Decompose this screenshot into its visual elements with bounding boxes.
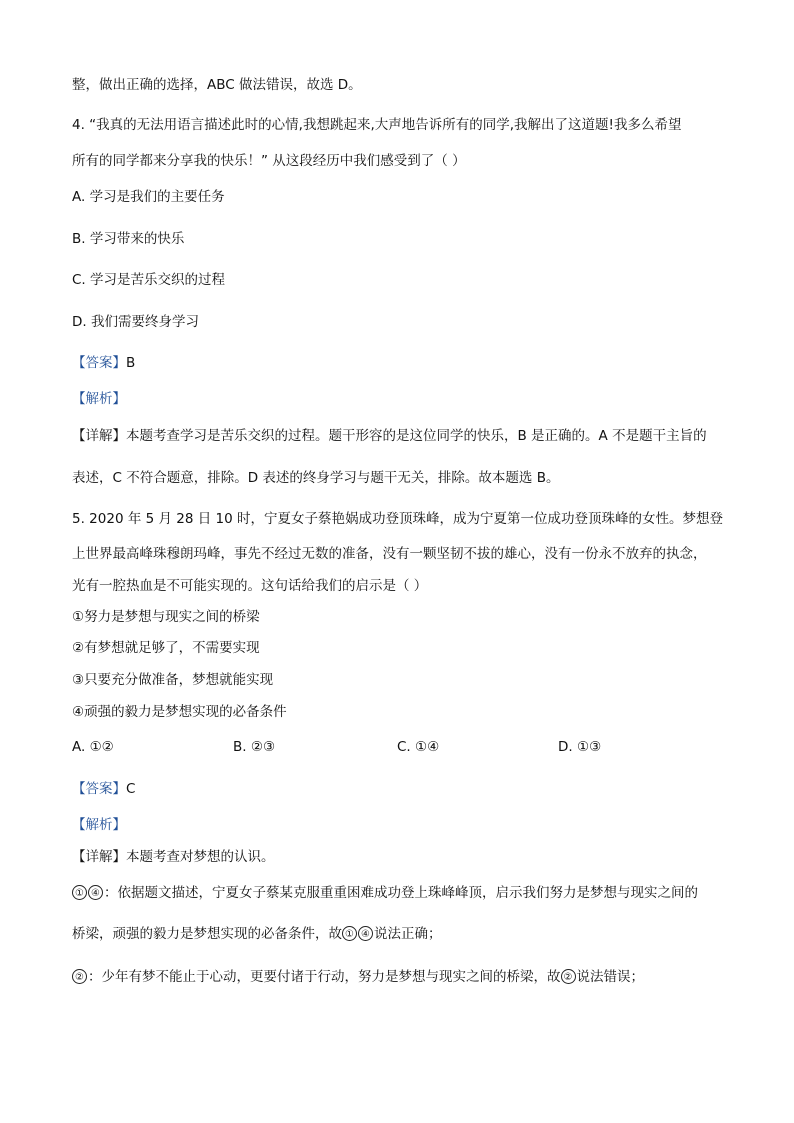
analysis-tag: 【解析】 [72,817,126,833]
circled-mark-4: ④ [358,926,373,941]
q5-statement-1: ①努力是梦想与现实之间的桥梁 [72,609,260,625]
circled-mark-1: ① [342,926,357,941]
q5-statement-4: ④顽强的毅力是梦想实现的必备条件 [72,704,287,720]
q5-point-2 [72,968,734,986]
q5-stem-line1: 5. 2020 年 5 月 28 日 10 时，宁夏女子蔡艳娲成功登顶珠峰，成为宁夏第一位成功登顶珠峰的女性。梦想登 [72,511,724,527]
point-text-post: 说法正确； [374,926,442,942]
circled-mark-2: ② [561,969,576,984]
circled-mark-1: ① [72,885,87,900]
q5-point-1-4-line1 [72,884,734,902]
q4-option-d: D. 我们需要终身学习 [72,314,199,330]
answer-tag: 【答案】 [72,355,126,371]
q4-option-a: A. 学习是我们的主要任务 [72,189,225,205]
q5-stem-line2: 上世界最高峰珠穆朗玛峰，事先不经过无数的准备，没有一颗坚韧不拔的雄心，没有一份永不放弃的执念， [72,546,707,562]
q5-point-1-4-line2 [72,925,734,943]
q4-stem-line2: 所有的同学都来分享我的快乐！” 从这段经历中我们感受到了（ ） [72,153,466,169]
previous-explanation-tail: 整，做出正确的选择，ABC 做法错误，故选 D。 [72,77,362,93]
detail-text: 本题考查学习是苦乐交织的过程。题干形容的是这位同学的快乐，B 是正确的。A 不是题干主旨的 [126,428,707,444]
detail-text: 本题考查对梦想的认识。 [126,849,275,865]
q5-answer [72,780,734,798]
q4-analysis-heading [72,390,734,408]
q5-analysis-heading [72,816,734,834]
q5-statement-3: ③只要充分做准备，梦想就能实现 [72,672,274,688]
q4-option-b: B. 学习带来的快乐 [72,231,185,247]
point-text: ：依据题文描述，宁夏女子蔡某克服重重困难成功登上珠峰峰顶，启示我们努力是梦想与现实之间的 [104,885,698,901]
answer-value: C [126,781,136,797]
q5-option-a: A. ①② [72,739,114,755]
q4-answer [72,354,734,372]
q5-detail-intro [72,848,734,866]
point-text-pre: 桥梁，顽强的毅力是梦想实现的必备条件，故 [72,926,342,942]
q5-option-d: D. ①③ [558,739,602,755]
q5-option-c: C. ①④ [397,739,440,755]
q5-option-b: B. ②③ [233,739,276,755]
q5-statement-2: ②有梦想就足够了，不需要实现 [72,640,260,656]
q5-stem-line3: 光有一腔热血是不可能实现的。这句话给我们的启示是（ ） [72,578,428,594]
point-text: ：少年有梦不能止于心动，更要付诸于行动，努力是梦想与现实之间的桥梁，故 [88,969,561,985]
detail-tag: 【详解】 [72,428,126,444]
detail-tag: 【详解】 [72,849,126,865]
answer-tag: 【答案】 [72,781,126,797]
circled-mark-2: ② [72,969,87,984]
q4-stem-line1: 4. “我真的无法用语言描述此时的心情,我想跳起来,大声地告诉所有的同学,我解出了这道题!我多么希望 [72,117,682,133]
answer-value: B [126,355,136,371]
point-text-post: 说法错误； [576,969,644,985]
q4-option-c: C. 学习是苦乐交织的过程 [72,272,226,288]
analysis-tag: 【解析】 [72,391,126,407]
q4-detail-line2: 表述，C 不符合题意，排除。D 表述的终身学习与题干无关，排除。故本题选 B。 [72,470,560,486]
q4-detail-line1 [72,427,734,445]
circled-mark-4: ④ [88,885,103,900]
